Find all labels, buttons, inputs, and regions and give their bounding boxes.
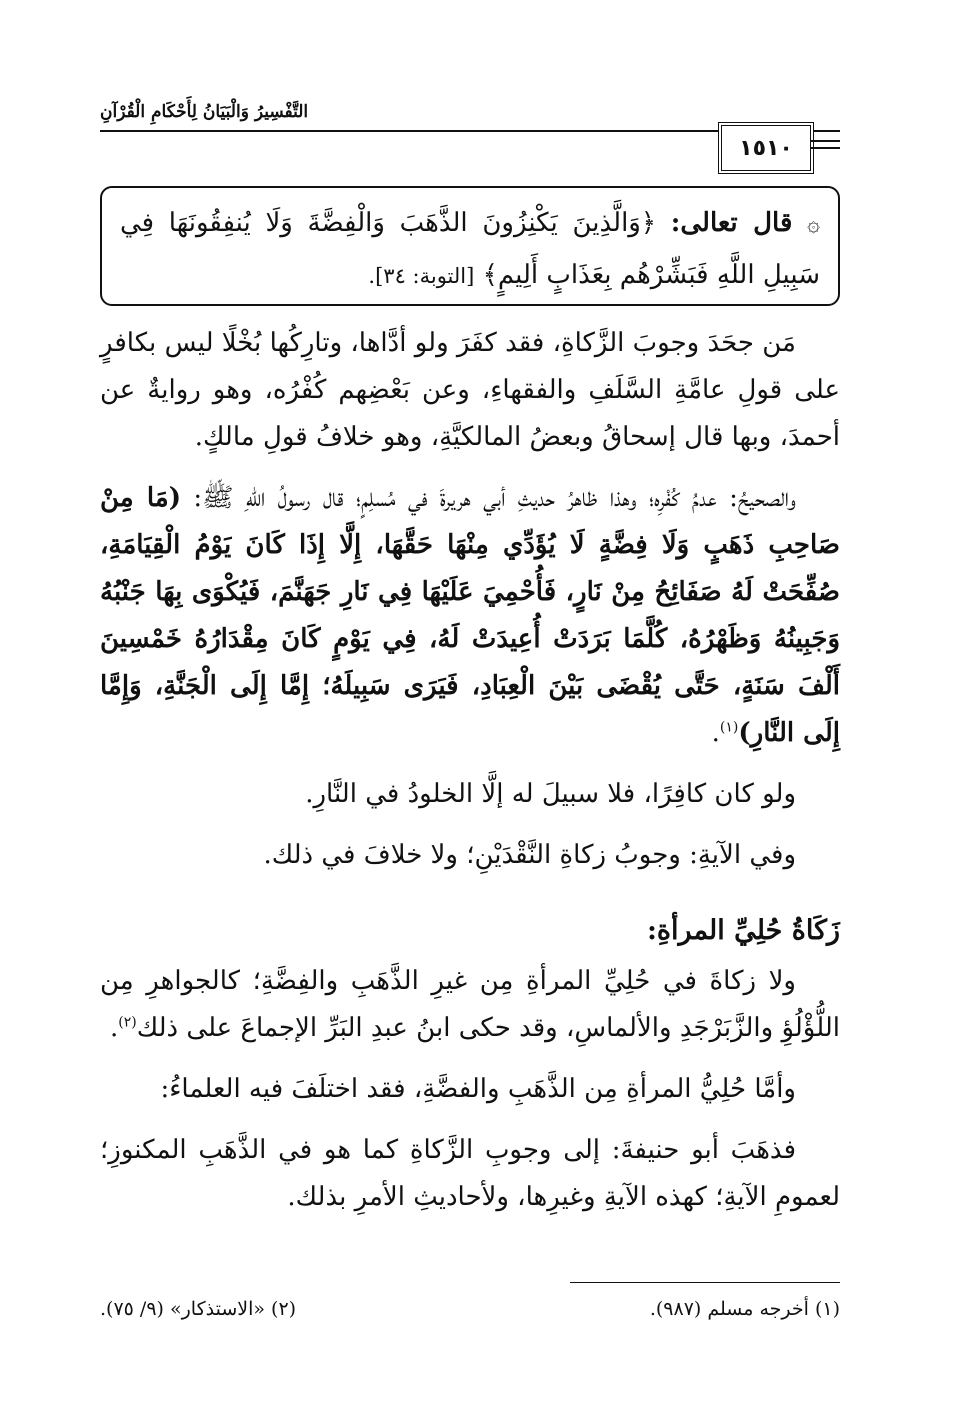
footnotes — [100, 1298, 840, 1328]
paragraph-1: مَن جحَدَ وجوبَ الزَّكاةِ، فقد كفَرَ ولو أدَّاها، وتارِكُها بُخْلًا ليس بكافرٍ على قولِ عامَّةِ السَّلَفِ والفقهاءِ، وعن بَعْضِهم كُفْرُه، وهو روايةٌ عن أحمدَ، وبها قال إسحاقُ وبعضُ المالكيَّةِ، وهو خلافُ قولِ مالكٍ. — [100, 328, 840, 452]
hadith-text: (مَا مِنْ صَاحِبِ ذَهَبٍ وَلَا فِضَّةٍ لَا يُؤَدِّي مِنْهَا حَقَّهَا، إِلَّا إِذَا كَانَ يَوْمُ الْقِيَامَةِ، صُفِّحَتْ لَهُ صَفَائِحُ مِنْ نَارٍ، فَأُحْمِيَ عَلَيْهَا فِي نَارِ جَهَنَّمَ، فَيُكْوَى بِهَا جَنْبُهُ وَجَبِينُهُ وَظَهْرُهُ، كُلَّمَا بَرَدَتْ أُعِيدَتْ لَهُ، فِي يَوْمٍ كَانَ مِقْدَارُهُ خَمْسِينَ أَلْفَ سَنَةٍ، حَتَّى يُقْضَى بَيْنَ الْعِبَادِ، فَيَرَى سَبِيلَهُ؛ إِمَّا إِلَى الْجَنَّةِ، وَإِمَّا إِلَى النَّارِ) — [100, 483, 840, 748]
body-text — [100, 320, 840, 1221]
verse-text: ﴿وَالَّذِينَ يَكْنِزُونَ الذَّهَبَ وَالْفِضَّةَ وَلَا يُنفِقُونَهَا فِي سَبِيلِ اللَّهِ فَبَشِّرْهُم بِعَذَابٍ أَلِيمٍ﴾ — [120, 208, 820, 290]
verse-reference: [التوبة: ٣٤]. — [368, 264, 475, 288]
page-number: ١٥١٠ — [718, 122, 814, 174]
paragraph-2 — [100, 475, 840, 757]
footnote-marker-1: (١) — [719, 719, 739, 736]
header-rule-short — [810, 140, 840, 142]
paragraph-5-end: . — [109, 1013, 119, 1043]
running-header-title: التَّفْسِيرُ وَالْبَيَانُ لِأَحْكَامِ الْقُرْآنِ — [100, 102, 309, 122]
footnote-marker-2: (٢) — [118, 1014, 137, 1031]
paragraph-3: ولو كان كافِرًا، فلا سبيلَ له إلَّا الخلودُ في النَّارِ. — [305, 779, 796, 809]
paragraph-7: فذهَبَ أبو حنيفةَ: إلى وجوبِ الزَّكاةِ كما هو في الذَّهَبِ المكنوزِ؛ لعمومِ الآيةِ؛ كهذه الآيةِ وغيرِها، ولأحاديثِ الأمرِ بذلك. — [100, 1135, 840, 1212]
paragraph-6: وأمَّا حُلِيُّ المرأةِ مِن الذَّهَبِ والفضَّةِ، فقد اختلَفَ فيه العلماءُ: — [160, 1074, 796, 1104]
section-heading: زَكَاةُ حُلِيِّ المرأةِ: — [646, 915, 840, 946]
paragraph-5-text: ولا زكاةَ في حُلِيِّ المرأةِ مِن غيرِ الذَّهَبِ والفِضَّةِ؛ كالجواهرِ مِن اللُّؤْلُؤِ والزَّبَرْجَدِ والألماسِ، وقد حكى ابنُ عبدِ البَرِّ الإجماعَ على ذلك — [100, 966, 840, 1043]
verse-lead: قال تعالى: — [670, 208, 793, 238]
paragraph-4: وفي الآيةِ: وجوبُ زكاةِ النَّقْدَيْنِ؛ ولا خلافَ في ذلك. — [263, 840, 796, 870]
paragraph-2-intro: والصحيحُ: عدمُ كُفْرِه؛ وهذا ظاهرُ حديثِ أبي هريرةَ في مُسلِمٍ؛ قال رسولُ اللهِ ﷺ: — [181, 483, 797, 513]
verse-box — [100, 186, 840, 306]
paragraph-5 — [100, 958, 840, 1052]
paragraph-2-end: . — [711, 718, 720, 748]
footnote-2: (٢) «الاستذكار» (٩/ ٧٥). — [100, 1298, 297, 1320]
verse-ornament-icon: ۞ — [807, 212, 820, 237]
footnote-1: (١) أخرجه مسلم (٩٨٧). — [649, 1298, 840, 1320]
header-rule-short — [810, 147, 840, 149]
footnote-rule — [570, 1282, 840, 1283]
